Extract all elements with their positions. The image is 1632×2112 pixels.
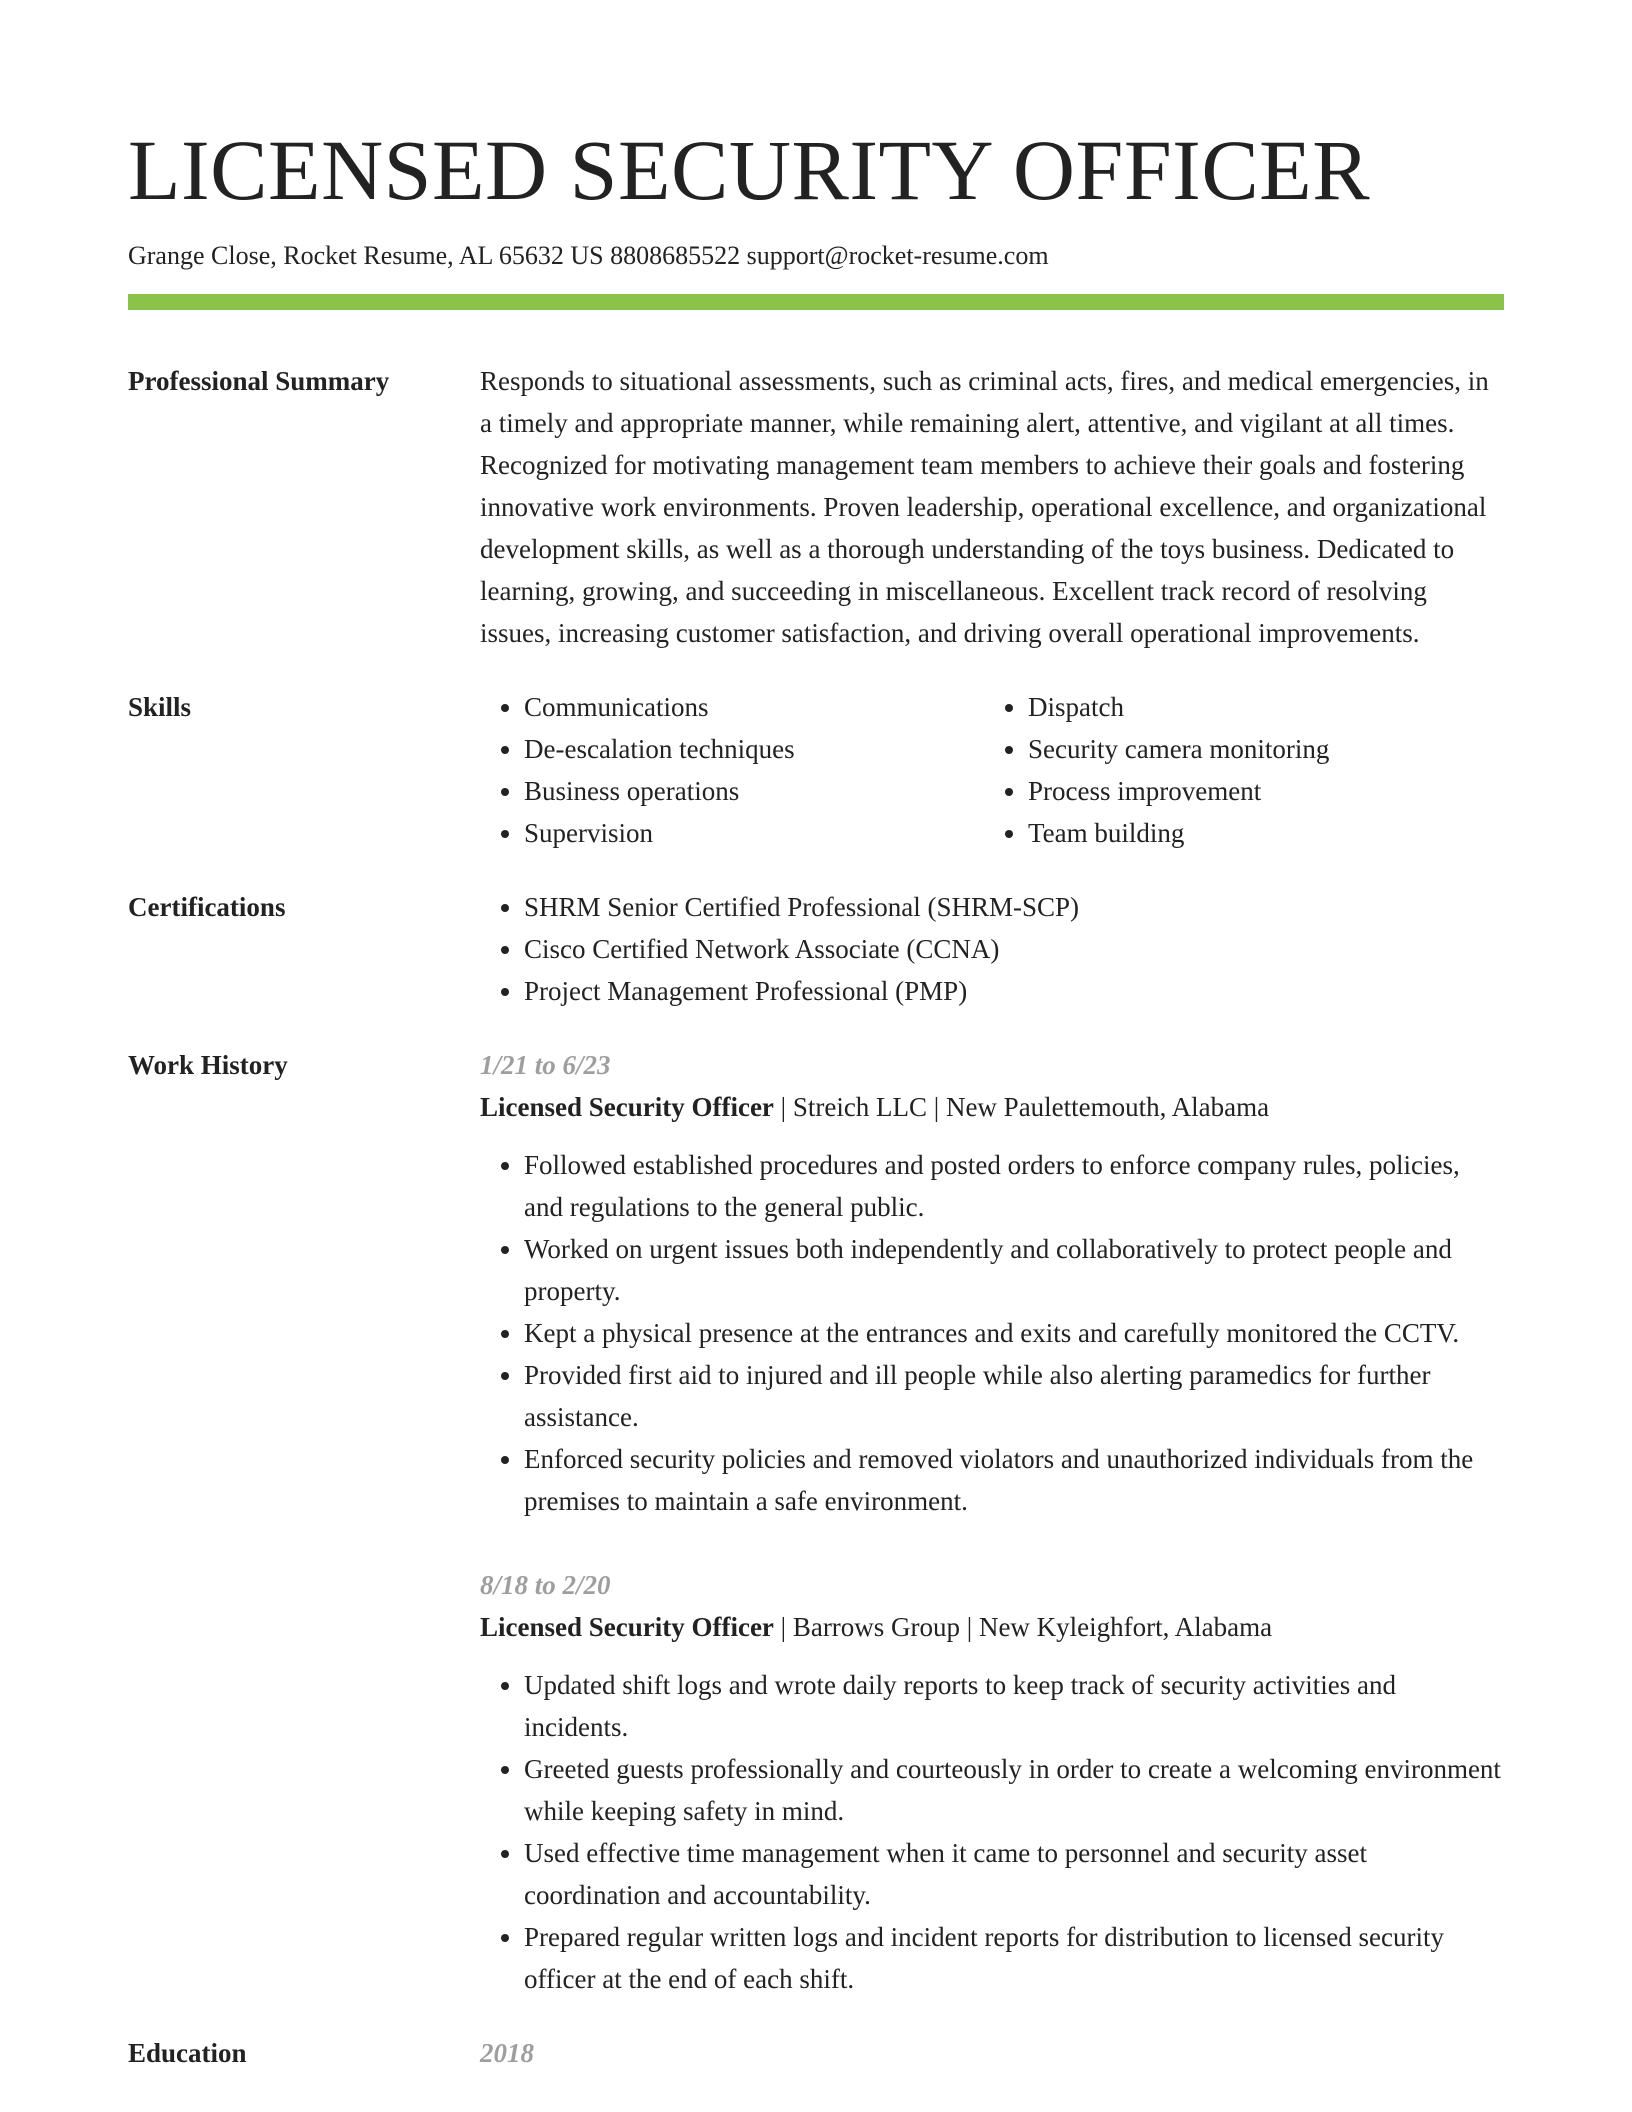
job-title: Licensed Security Officer bbox=[480, 1092, 774, 1122]
certifications-section bbox=[128, 886, 1504, 1012]
skill-item: • Dispatch bbox=[1028, 686, 1488, 728]
skill-item: • Business operations bbox=[524, 770, 984, 812]
certification-item: • Project Management Professional (PMP) bbox=[524, 970, 1504, 1012]
skills-list-right bbox=[984, 686, 1488, 854]
header-divider bbox=[128, 294, 1504, 310]
job-bullet: • Provided first aid to injured and ill people while also alerting paramedics for further assistance. bbox=[524, 1354, 1504, 1438]
skills-list-left bbox=[480, 686, 984, 854]
education-body bbox=[480, 2032, 1504, 2074]
job-bullet: • Used effective time management when it came to personnel and security asset coordination and accountability. bbox=[524, 1832, 1504, 1916]
certifications-list bbox=[480, 886, 1504, 1012]
summary-body bbox=[480, 360, 1504, 654]
work-history-body bbox=[480, 1044, 1504, 2000]
education-section bbox=[128, 2032, 1504, 2074]
summary-label: Professional Summary bbox=[128, 366, 390, 396]
job-date: 1/21 to 6/23 bbox=[480, 1050, 611, 1080]
skill-item: • Process improvement bbox=[1028, 770, 1488, 812]
certifications-body bbox=[480, 886, 1504, 1012]
job-bullet: • Updated shift logs and wrote daily reports to keep track of security activities and incidents. bbox=[524, 1664, 1504, 1748]
job-bullet: • Greeted guests professionally and courteously in order to create a welcoming environment while keeping safety in mind. bbox=[524, 1748, 1504, 1832]
certification-item: • SHRM Senior Certified Professional (SHRM-SCP) bbox=[524, 886, 1504, 928]
job-employer-location: | Barrows Group | New Kyleighfort, Alabama bbox=[773, 1612, 1273, 1642]
skills-section bbox=[128, 686, 1504, 854]
summary-text: Responds to situational assessments, such as criminal acts, fires, and medical emergencies, in a timely and appropriate manner, while remaining alert, attentive, and vigilant at all times. Recognized for motivating management team members to achieve their goals and fostering innovative work environments. Proven leadership, operational excellence, and organizational development skills, as well as a thorough understanding of the toys business. Dedicated to learning, growing, and succeeding in miscellaneous. Excellent track record of resolving issues, increasing customer satisfaction, and driving overall operational improvements. bbox=[480, 366, 1489, 648]
job-bullets bbox=[480, 1144, 1504, 1522]
job-bullet: • Prepared regular written logs and incident reports for distribution to licensed security officer at the end of each shift. bbox=[524, 1916, 1504, 2000]
skill-item: • De-escalation techniques bbox=[524, 728, 984, 770]
job-bullet: • Enforced security policies and removed violators and unauthorized individuals from the premises to maintain a safe environment. bbox=[524, 1438, 1504, 1522]
skill-item: • Communications bbox=[524, 686, 984, 728]
skills-label: Skills bbox=[128, 692, 192, 722]
skill-item: • Supervision bbox=[524, 812, 984, 854]
certifications-label: Certifications bbox=[128, 892, 286, 922]
work-history-label: Work History bbox=[128, 1050, 288, 1080]
resume-page bbox=[128, 0, 1504, 2074]
job-bullets bbox=[480, 1664, 1504, 2000]
job-title: Licensed Security Officer bbox=[480, 1612, 774, 1642]
summary-section bbox=[128, 360, 1504, 654]
job-title-line bbox=[480, 1606, 1504, 1648]
skill-item: • Security camera monitoring bbox=[1028, 728, 1488, 770]
skill-item: • Team building bbox=[1028, 812, 1488, 854]
work-history-section bbox=[128, 1044, 1504, 2000]
job-bullet: • Followed established procedures and posted orders to enforce company rules, policies, and regulations to the general public. bbox=[524, 1144, 1504, 1228]
job-employer-location: | Streich LLC | New Paulettemouth, Alabama bbox=[773, 1092, 1270, 1122]
job-bullet: • Worked on urgent issues both independently and collaboratively to protect people and property. bbox=[524, 1228, 1504, 1312]
skills-body bbox=[480, 686, 1504, 854]
certification-item: • Cisco Certified Network Associate (CCNA) bbox=[524, 928, 1504, 970]
job-entry bbox=[480, 1044, 1504, 1522]
contact-line: Grange Close, Rocket Resume, AL 65632 US 8808685522 support@rocket-resume.com bbox=[128, 241, 1049, 270]
education-date: 2018 bbox=[480, 2038, 534, 2068]
resume-name: LICENSED SECURITY OFFICER bbox=[128, 122, 1371, 218]
education-label: Education bbox=[128, 2038, 247, 2068]
job-date: 8/18 to 2/20 bbox=[480, 1570, 611, 1600]
job-entry bbox=[480, 1564, 1504, 2000]
job-title-line bbox=[480, 1086, 1504, 1128]
job-bullet: • Kept a physical presence at the entrances and exits and carefully monitored the CCTV. bbox=[524, 1312, 1504, 1354]
